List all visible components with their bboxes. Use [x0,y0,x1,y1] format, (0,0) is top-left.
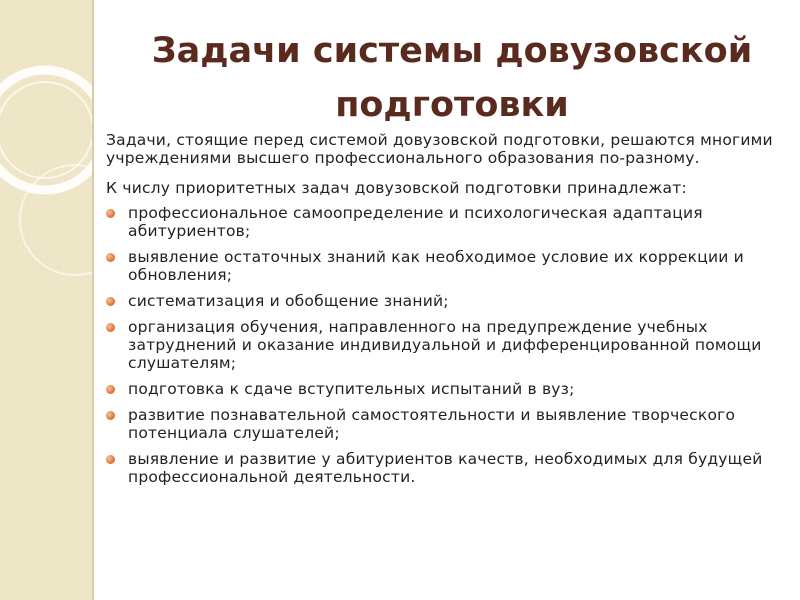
list-item [106,406,782,442]
list-item [106,292,782,310]
page-title: Задачи системы довузовской подготовки [151,31,753,125]
list-item-text: выявление остаточных знаний как необходимое условие их коррекции и обновления; [128,248,744,284]
bullet-icon [106,209,115,218]
list-item [106,450,782,486]
list-item-text: развитие познавательной самостоятельности и выявление творческого потенциала слушателей; [128,406,736,442]
bullet-icon [106,297,115,306]
bullet-icon [106,385,115,394]
lead-paragraph: К числу приоритетных задач довузовской подготовки принадлежат: [106,179,687,197]
decorative-side-panel [0,0,92,600]
bullet-icon [106,253,115,262]
list-item [106,204,782,240]
bullet-icon [106,411,115,420]
list-item [106,380,782,398]
list-item-text: профессиональное самоопределение и психологическая адаптация абитуриентов; [128,204,703,240]
list-item [106,248,782,284]
list-item-text: выявление и развитие у абитуриентов качеств, необходимых для будущей профессиональной деятельности. [128,450,763,486]
bullet-icon [106,455,115,464]
list-item-text: подготовка к сдаче вступительных испытаний в вуз; [128,380,575,398]
slide-body [106,131,782,494]
decorative-circles [0,0,92,600]
tasks-list [106,204,782,486]
list-item [106,318,782,372]
panel-divider [92,0,94,600]
list-item-text: организация обучения, направленного на предупреждение учебных затруднений и оказание индивидуальной и дифференцированной помощи слушателям; [128,318,762,372]
list-item-text: систематизация и обобщение знаний; [128,292,449,310]
intro-paragraph: Задачи, стоящие перед системой довузовской подготовки, решаются многими учреждениями высшего профессионального образования по-разному. [106,131,773,167]
bullet-icon [106,323,115,332]
